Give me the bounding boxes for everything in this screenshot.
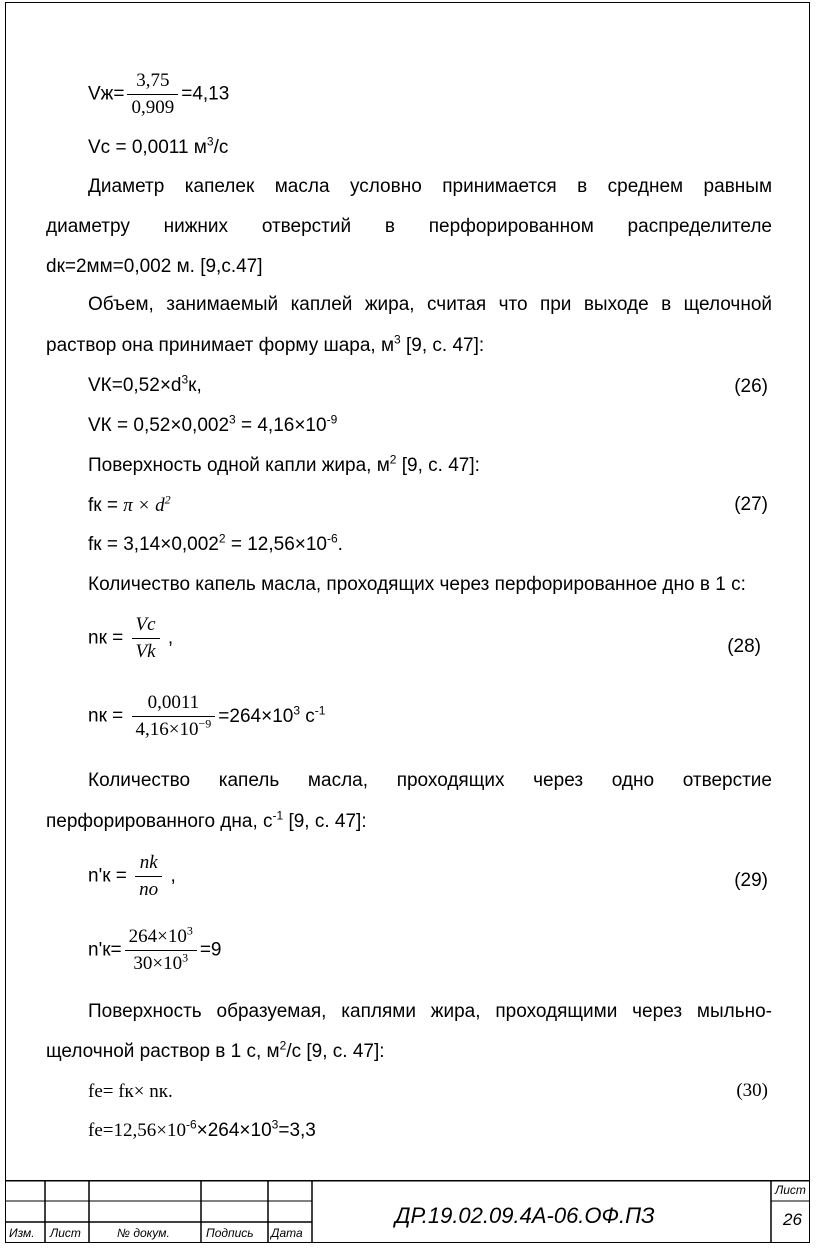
equation-number-28: (28): [727, 636, 761, 657]
eq28c-fraction: [132, 692, 216, 741]
col-izm: Изм.: [9, 1226, 35, 1240]
vzh-rhs: =4,13: [181, 83, 230, 105]
eq29c-num-base: 264×10: [128, 926, 187, 947]
paragraph-3: [88, 454, 480, 478]
p6-sup: 2: [279, 1038, 287, 1053]
eq30c-sup2: 3: [271, 1117, 279, 1132]
eq30c-sup: -6: [185, 1117, 197, 1132]
eq28c-rhs-value: =264×10: [218, 705, 294, 727]
vzh-lhs: Vж=: [88, 83, 125, 105]
eq28c-rhs-sup2: -1: [314, 703, 326, 718]
sheet-label: Лист: [775, 1183, 806, 1197]
eq28c-denominator: [132, 717, 216, 741]
p2-sup: 3: [394, 332, 401, 347]
equation-number-29: (29): [734, 870, 768, 891]
eq30c-times: ×: [196, 1120, 208, 1141]
vc-text: Vс = 0,0011 м: [88, 137, 207, 158]
formula-vzh: [88, 70, 229, 119]
eq27-sup: 2: [164, 492, 171, 507]
paragraph-1-line-2: диаметру нижних отверстий в перфорированном распределителе: [46, 216, 772, 237]
eq30c-result: =3,3: [278, 1120, 316, 1141]
col-podpis: Подпись: [206, 1226, 254, 1240]
equation-29: [88, 852, 176, 901]
eq27c-sup2: -6: [327, 531, 338, 546]
eq29c-numerator: [125, 923, 197, 951]
eq29c-rhs: =9: [199, 939, 222, 961]
equation-27-calc: [88, 533, 343, 557]
paragraph-2-line-1: Объем, занимаемый каплей жира, считая что при выходе в щелочной: [88, 294, 772, 315]
eq28c-lhs: nк =: [88, 705, 129, 727]
eq29c-den-sup: 3: [182, 950, 189, 965]
eq28c-den-base: 4,16×10: [135, 719, 199, 740]
equation-number-30: (30): [736, 1080, 768, 1101]
equation-27: [88, 494, 171, 518]
eq29c-den-base: 30×10: [133, 953, 183, 974]
eq27c-period: .: [337, 534, 343, 555]
eq28c-rhs-sup1: 3: [293, 703, 301, 718]
equation-28-calc: [88, 692, 325, 741]
document-code: ДР.19.02.09.4А-06.ОФ.ПЗ: [395, 1203, 655, 1228]
eq29-fraction: [135, 852, 162, 901]
eq29c-lhs: n'к=: [88, 939, 122, 961]
paragraph-4: Количество капель масла, проходящих через перфорированное дно в 1 с:: [88, 574, 746, 595]
eq28c-rhs-unit: с: [300, 705, 315, 727]
p5-ref: [9, с. 47]:: [283, 811, 367, 832]
p6-ref: /с [9, с. 47]:: [286, 1041, 385, 1062]
eq28-fraction: [132, 614, 160, 663]
eq29-tail: ,: [165, 865, 176, 887]
eq29c-num-sup: 3: [186, 923, 193, 938]
eq30c-part1: fе=12,56×10: [88, 1120, 186, 1141]
vzh-numerator: 3,75: [127, 70, 178, 95]
paragraph-1-line-1: Диаметр капелек масла условно принимается в среднем равным: [88, 176, 772, 197]
eq27c-part2: = 12,56×10: [225, 534, 327, 555]
equation-29-calc: [88, 923, 222, 975]
equation-28: [88, 614, 173, 663]
eq27-rhs: π × d: [123, 495, 165, 516]
equation-number-26: (26): [734, 376, 768, 397]
eq28-numerator: Vc: [132, 614, 160, 639]
paragraph-6-line-2: [46, 1040, 385, 1064]
eq30c-part2: 264×10: [207, 1120, 272, 1141]
p2-ref: [9, с. 47]:: [400, 335, 485, 356]
paragraph-5-line-1: Количество капель масла, проходящих через одно отверстие: [88, 770, 772, 791]
paragraph-1-line-3: dк=2мм=0,002 м. [9,с.47]: [46, 256, 263, 277]
sheet-number: 26: [783, 1210, 802, 1229]
col-data: Дата: [271, 1226, 303, 1240]
eq28c-numerator: 0,0011: [132, 692, 216, 717]
eq26-main: VК=0,52×d: [88, 375, 182, 396]
vc-sup: 3: [206, 134, 214, 149]
eq27c-part1: fк = 3,14×0,002: [88, 534, 219, 555]
p3-text: Поверхность одной капли жира, м: [88, 455, 390, 476]
paragraph-2-line-2: [46, 334, 484, 358]
equation-26: [88, 374, 202, 398]
equation-26-calc: [88, 414, 337, 438]
eq29-lhs: n'к =: [88, 865, 133, 887]
eq27c-sup1: 2: [218, 531, 226, 546]
eq29c-denominator: [125, 951, 197, 975]
eq28-tail: ,: [162, 627, 174, 649]
eq29-numerator: nk: [135, 852, 162, 877]
vzh-denominator: 0,909: [131, 97, 175, 118]
p5-sup: -1: [272, 808, 284, 823]
equation-30-calc: [88, 1119, 316, 1143]
p3-sup: 2: [389, 452, 397, 467]
eq26c-part2: = 4,16×10: [235, 415, 327, 436]
p6-text: щелочной раствор в 1 с, м: [46, 1041, 280, 1062]
formula-vc: [88, 136, 228, 160]
eq26c-sup1: 3: [229, 412, 236, 427]
eq27-lhs: fк =: [88, 495, 124, 516]
eq26-tail: к,: [188, 375, 202, 396]
paragraph-5-line-2: [46, 810, 367, 834]
eq29-denominator: no: [139, 879, 159, 900]
p5-text: перфорированного дна, с: [46, 811, 273, 832]
col-dokum: № докум.: [117, 1226, 170, 1240]
eq28c-rhs: [218, 703, 326, 727]
eq28c-den-sup: −9: [198, 716, 212, 731]
vzh-fraction: [127, 70, 178, 119]
eq28-lhs: nк =: [88, 627, 129, 649]
equation-number-27: (27): [734, 494, 768, 515]
p3-ref: [9, с. 47]:: [396, 455, 480, 476]
col-list: Лист: [50, 1226, 81, 1240]
vc-tail: /с: [213, 137, 229, 158]
p2-text: раствор она принимает форму шара, м: [46, 335, 395, 356]
eq26-sup: 3: [181, 372, 189, 387]
eq26c-part1: VК = 0,52×0,002: [88, 415, 230, 436]
eq28-denominator: Vk: [135, 641, 156, 662]
eq29c-fraction: [125, 923, 197, 975]
equation-30: fе= fк× nк.: [88, 1081, 173, 1102]
paragraph-6-line-1: Поверхность образуемая, каплями жира, проходящими через мыльно-: [88, 1001, 772, 1022]
eq26c-sup2: -9: [326, 412, 338, 427]
